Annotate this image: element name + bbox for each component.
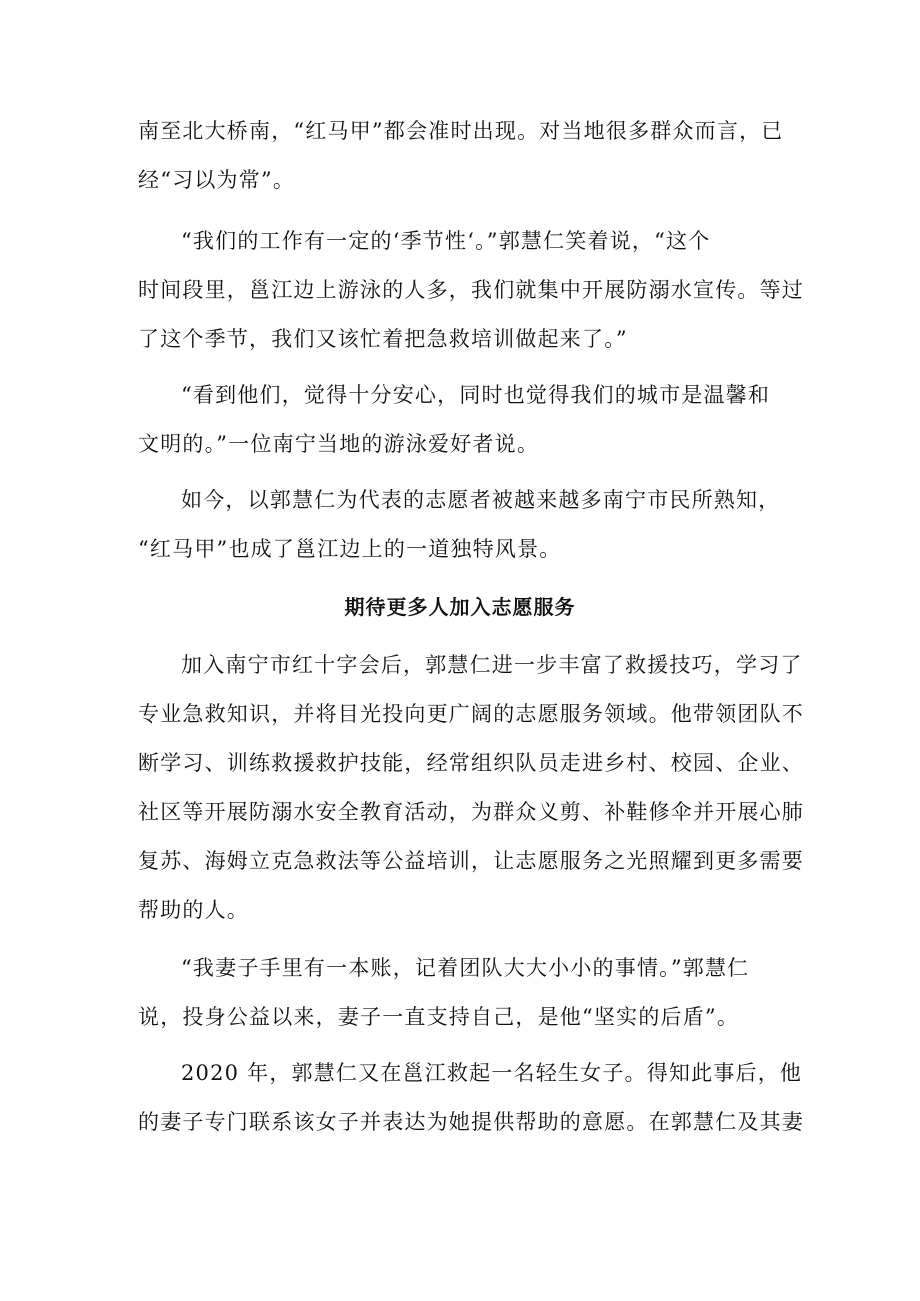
paragraph-2-line-3: 了这个季节，我们又该忙着把急救培训做起来了。” (138, 327, 628, 351)
section-heading: 期待更多人加入志愿服务 (344, 595, 576, 619)
paragraph-7-line-1: 2020 年，郭慧仁又在邕江救起一名轻生女子。得知此事后，他 (181, 1061, 803, 1085)
paragraph-7-line-2: 的妻子专门联系该女子并表达为她提供帮助的意愿。在郭慧仁及其妻 (138, 1110, 804, 1134)
paragraph-3-line-2: 文明的。”一位南宁当地的游泳爱好者说。 (138, 432, 540, 456)
paragraph-2-line-1: “我们的工作有一定的‘季节性‘。”郭慧仁笑着说，“这个 (181, 229, 711, 253)
paragraph-6-line-1: “我妻子手里有一本账，记着团队大大小小的事情。”郭慧仁 (181, 956, 750, 980)
paragraph-5-line-6: 帮助的人。 (138, 898, 249, 922)
paragraph-2-line-2: 时间段里，邕江边上游泳的人多，我们就集中开展防溺水宣传。等过 (138, 278, 804, 302)
paragraph-4-line-1: 如今，以郭慧仁为代表的志愿者被越来越多南宁市民所熟知， (181, 488, 781, 512)
paragraph-5-line-3: 断学习、训练救援救护技能，经常组织队员走进乡村、校园、企业、 (138, 751, 804, 775)
paragraph-1-line-2: 经“习以为常”。 (138, 168, 296, 192)
paragraph-3-line-1: “看到他们，觉得十分安心，同时也觉得我们的城市是温馨和 (181, 383, 771, 407)
paragraph-4-line-2: “红马甲”也成了邕江边上的一道独特风景。 (138, 537, 562, 561)
paragraph-6-line-2: 说，投身公益以来，妻子一直支持自己，是他“坚实的后盾”。 (138, 1005, 740, 1029)
paragraph-5-line-4: 社区等开展防溺水安全教育活动，为群众义剪、补鞋修伞并开展心肺 (138, 800, 804, 824)
paragraph-1-line-1: 南至北大桥南，“红马甲”都会准时出现。对当地很多群众而言，已 (138, 119, 784, 143)
paragraph-5-line-5: 复苏、海姆立克急救法等公益培训，让志愿服务之光照耀到更多需要 (138, 849, 804, 873)
paragraph-5-line-1: 加入南宁市红十字会后，郭慧仁进一步丰富了救援技巧，学习了 (181, 653, 803, 677)
paragraph-5-line-2: 专业急救知识，并将目光投向更广阔的志愿服务领域。他带领团队不 (138, 702, 804, 726)
